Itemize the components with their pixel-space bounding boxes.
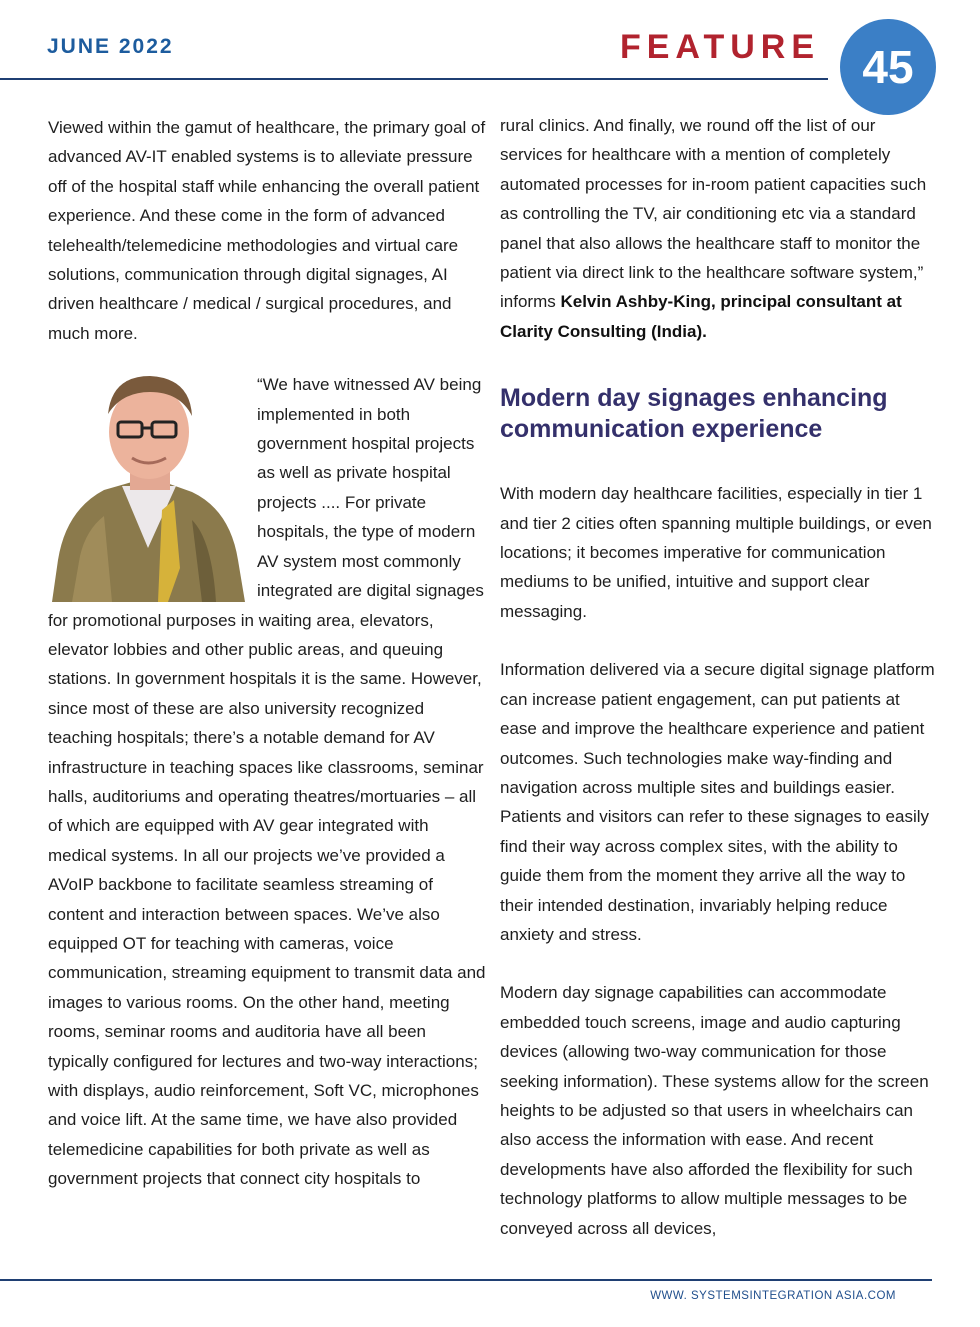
portrait-photo [52,370,245,602]
quote-attribution: Kelvin Ashby-King, principal consultant at Clarity Consulting (India). [500,292,902,341]
signage-paragraph-3: Modern day signage capabilities can accommodate embedded touch screens, image and audio capturing devices (allowing two-way communication for those seeking information). These systems allow for the screen heights to be adjusted so that users in wheelchairs can also access the information with ease. And recent developments have also afforded the flexibility for such technology platforms to allow multiple messages to be conveyed across all devices, [500,983,929,1238]
section-subheading: Modern day signages enhancing communication experience [500,384,888,444]
right-column [500,111,940,1243]
continued-text: rural clinics. And finally, we round off the list of our services for healthcare with a mention of completely automated processes for in-room patient capacities such as controlling the TV, air conditioning etc via a standard panel that also allows the healthcare staff to monitor the patient via direct link to the healthcare software system,” informs [500,116,927,312]
header-divider [0,78,828,80]
signage-paragraph-2: Information delivered via a secure digital signage platform can increase patient engagement, can put patients at ease and improve the healthcare experience and patient outcomes. Such technologies make way-finding and navigation across multiple sites and buildings easier. Patients and visitors can refer to these signages to easily find their way across complex sites, with the ability to guide them from the moment they arrive all the way to their intended destination, invariably helping reduce anxiety and stress. [500,660,935,944]
section-label: FEATURE [619,28,820,66]
page-number-badge: 45 [840,19,936,115]
quote-paragraph: “We have witnessed AV being implemented in both government hospital projects as well as private hospital projects .... For private hospitals, the type of modern AV system most commonly integrated are digital signages for promotional purposes in waiting area, elevators, elevator lobbies and other public areas, and queuing stations. In government hospitals it is the same. However, since most of these are also university recognized teaching hospitals; there’s a notable demand for AV infrastructure in teaching spaces like classrooms, seminar halls, auditoriums and operating theatres/mortuaries – all of which are equipped with AV gear integrated with medical systems. In all our projects we’ve provided a AVoIP backbone to facilitate seamless streaming of content and interaction between spaces. We’ve also equipped OT for teaching with cameras, voice communication, streaming equipment to transmit data and images to various rooms. On the other hand, meeting rooms, seminar rooms and auditoria have all been typically configured for lectures and two-way interactions; with displays, audio reinforcement, Soft VC, microphones and voice lift. At the same time, we have also provided telemedicine capabilities for both private as well as government projects that connect city hospitals to [48,375,486,1189]
continued-paragraph [500,111,940,346]
footer-divider [0,1279,932,1281]
issue-date: JUNE 2022 [47,35,174,58]
website-link[interactable]: WWW. SYSTEMSINTEGRATION ASIA.COM [650,1290,896,1302]
intro-paragraph: Viewed within the gamut of healthcare, the primary goal of advanced AV-IT enabled systems is to alleviate pressure off of the hospital staff while enhancing the overall patient experience. And these come in the form of advanced telehealth/telemedicine methodologies and virtual care solutions, communication through digital signages, AI driven healthcare / medical / surgical procedures, and much more. [48,118,486,343]
left-column [48,113,488,1194]
signage-paragraph-1: With modern day healthcare facilities, especially in tier 1 and tier 2 cities often spanning multiple buildings, or even locations; it becomes imperative for communication mediums to be unified, intuitive and support clear messaging. [500,484,932,621]
